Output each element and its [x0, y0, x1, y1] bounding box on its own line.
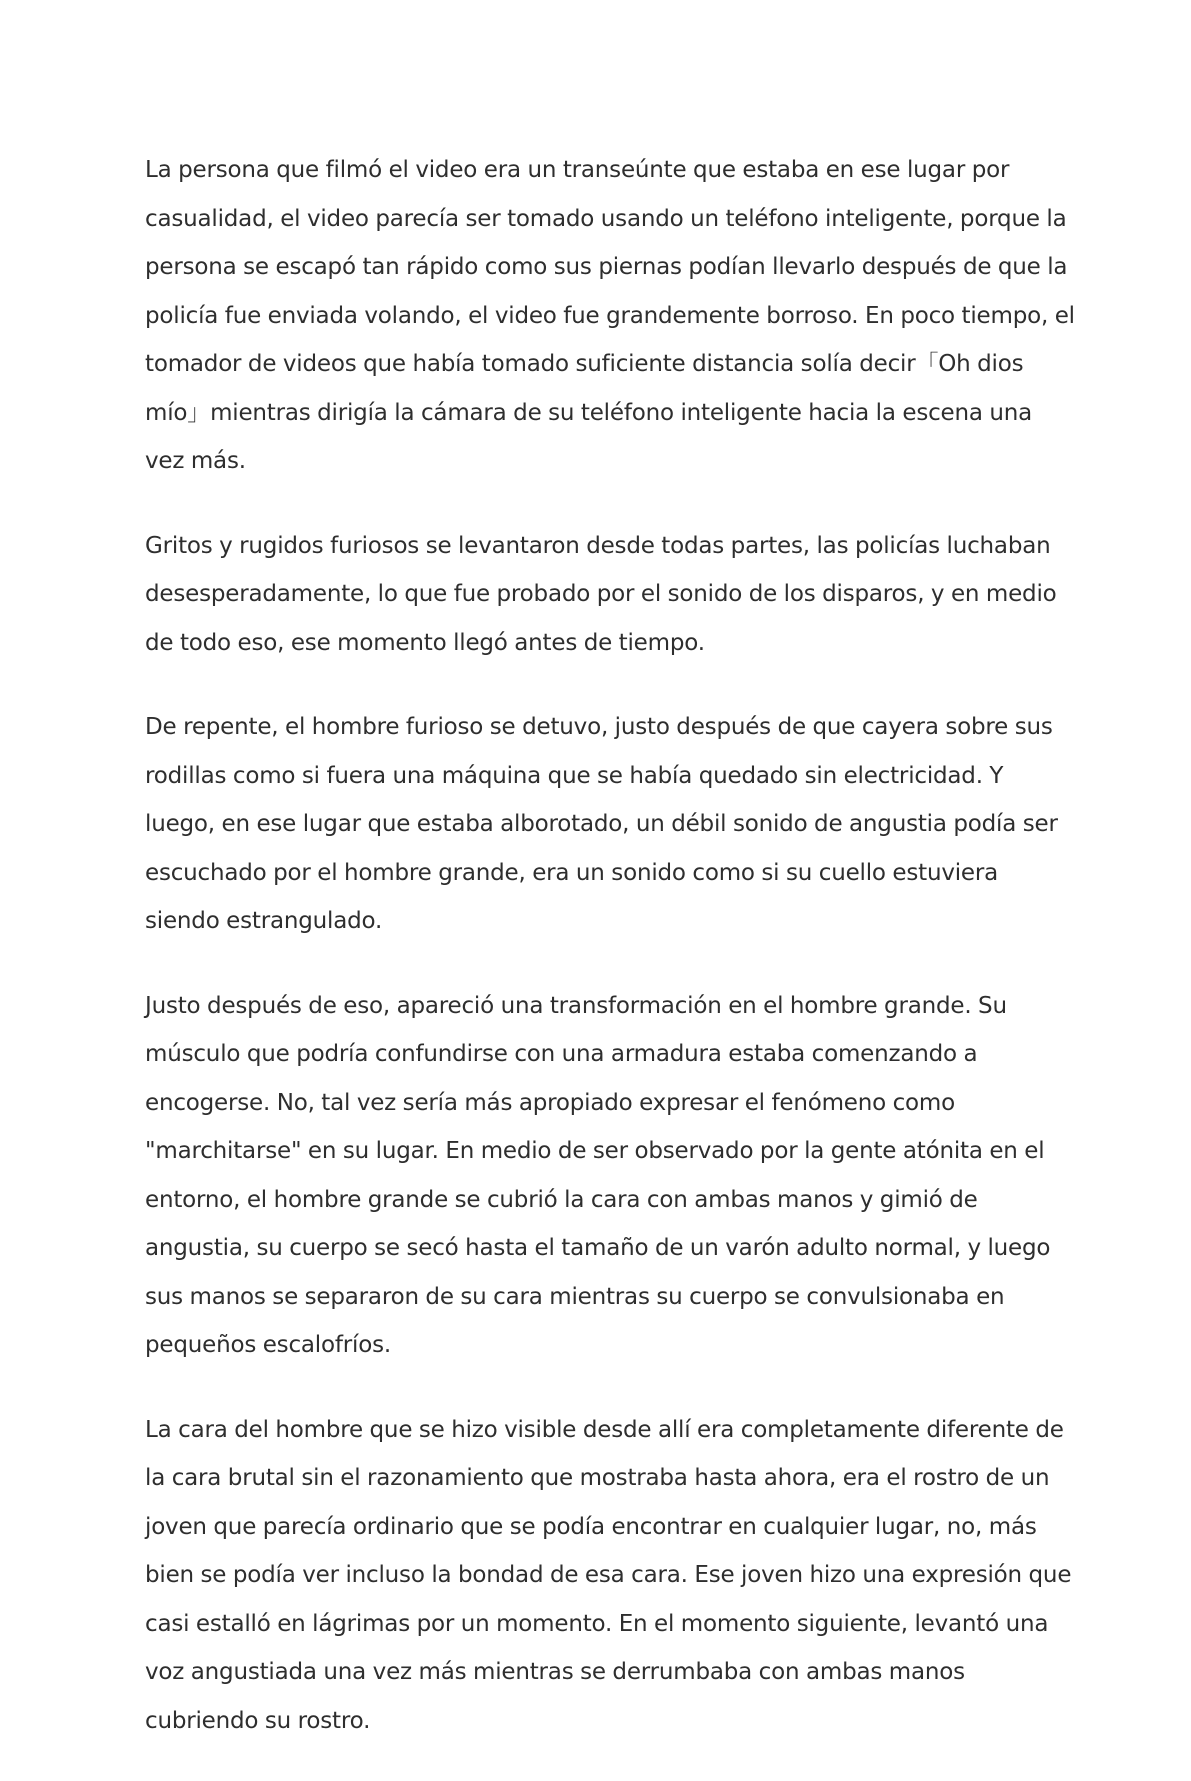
- paragraph-4: Justo después de eso, apareció una transformación en el hombre grande. Su músculo que podría confundirse con una armadura estaba comenzando a encogerse. No, tal vez sería más apropiado expresar el fenómeno como "marchitarse" en su lugar. En medio de ser observado por la gente atónita en el entorno, el hombre grande se cubrió la cara con ambas manos y gimió de angustia, su cuerpo se secó hasta el tamaño de un varón adulto normal, y luego sus manos se separaron de su cara mientras su cuerpo se convulsionaba en pequeños escalofríos.: [145, 992, 1051, 1358]
- paragraph-2: Gritos y rugidos furiosos se levantaron desde todas partes, las policías luchaban desesperadamente, lo que fue probado por el sonido de los disparos, y en medio de todo eso, ese momento llegó antes de tiempo.: [145, 532, 1057, 656]
- text-column: [145, 146, 1075, 1781]
- paragraph-5: La cara del hombre que se hizo visible desde allí era completamente diferente de la cara brutal sin el razonamiento que mostraba hasta ahora, era el rostro de un joven que parecía ordinario que se podía encontrar en cualquier lugar, no, más bien se podía ver incluso la bondad de esa cara. Ese joven hizo una expresión que casi estalló en lágrimas por un momento. En el momento siguiente, levantó una voz angustiada una vez más mientras se derrumbaba con ambas manos cubriendo su rostro.: [145, 1416, 1072, 1734]
- paragraph-3: De repente, el hombre furioso se detuvo, justo después de que cayera sobre sus rodillas como si fuera una máquina que se había quedado sin electricidad. Y luego, en ese lugar que estaba alborotado, un débil sonido de angustia podía ser escuchado por el hombre grande, era un sonido como si su cuello estuviera siendo estrangulado.: [145, 714, 1058, 934]
- paragraph-1: La persona que filmó el video era un transeúnte que estaba en ese lugar por casualidad, el video parecía ser tomado usando un teléfono inteligente, porque la persona se escapó tan rápido como sus piernas podían llevarlo después de que la policía fue enviada volando, el video fue grandemente borroso. En poco tiempo, el tomador de videos que había tomado suficiente distancia solía decir「Oh dios mío」mientras dirigía la cámara de su teléfono inteligente hacia la escena una vez más.: [145, 157, 1075, 474]
